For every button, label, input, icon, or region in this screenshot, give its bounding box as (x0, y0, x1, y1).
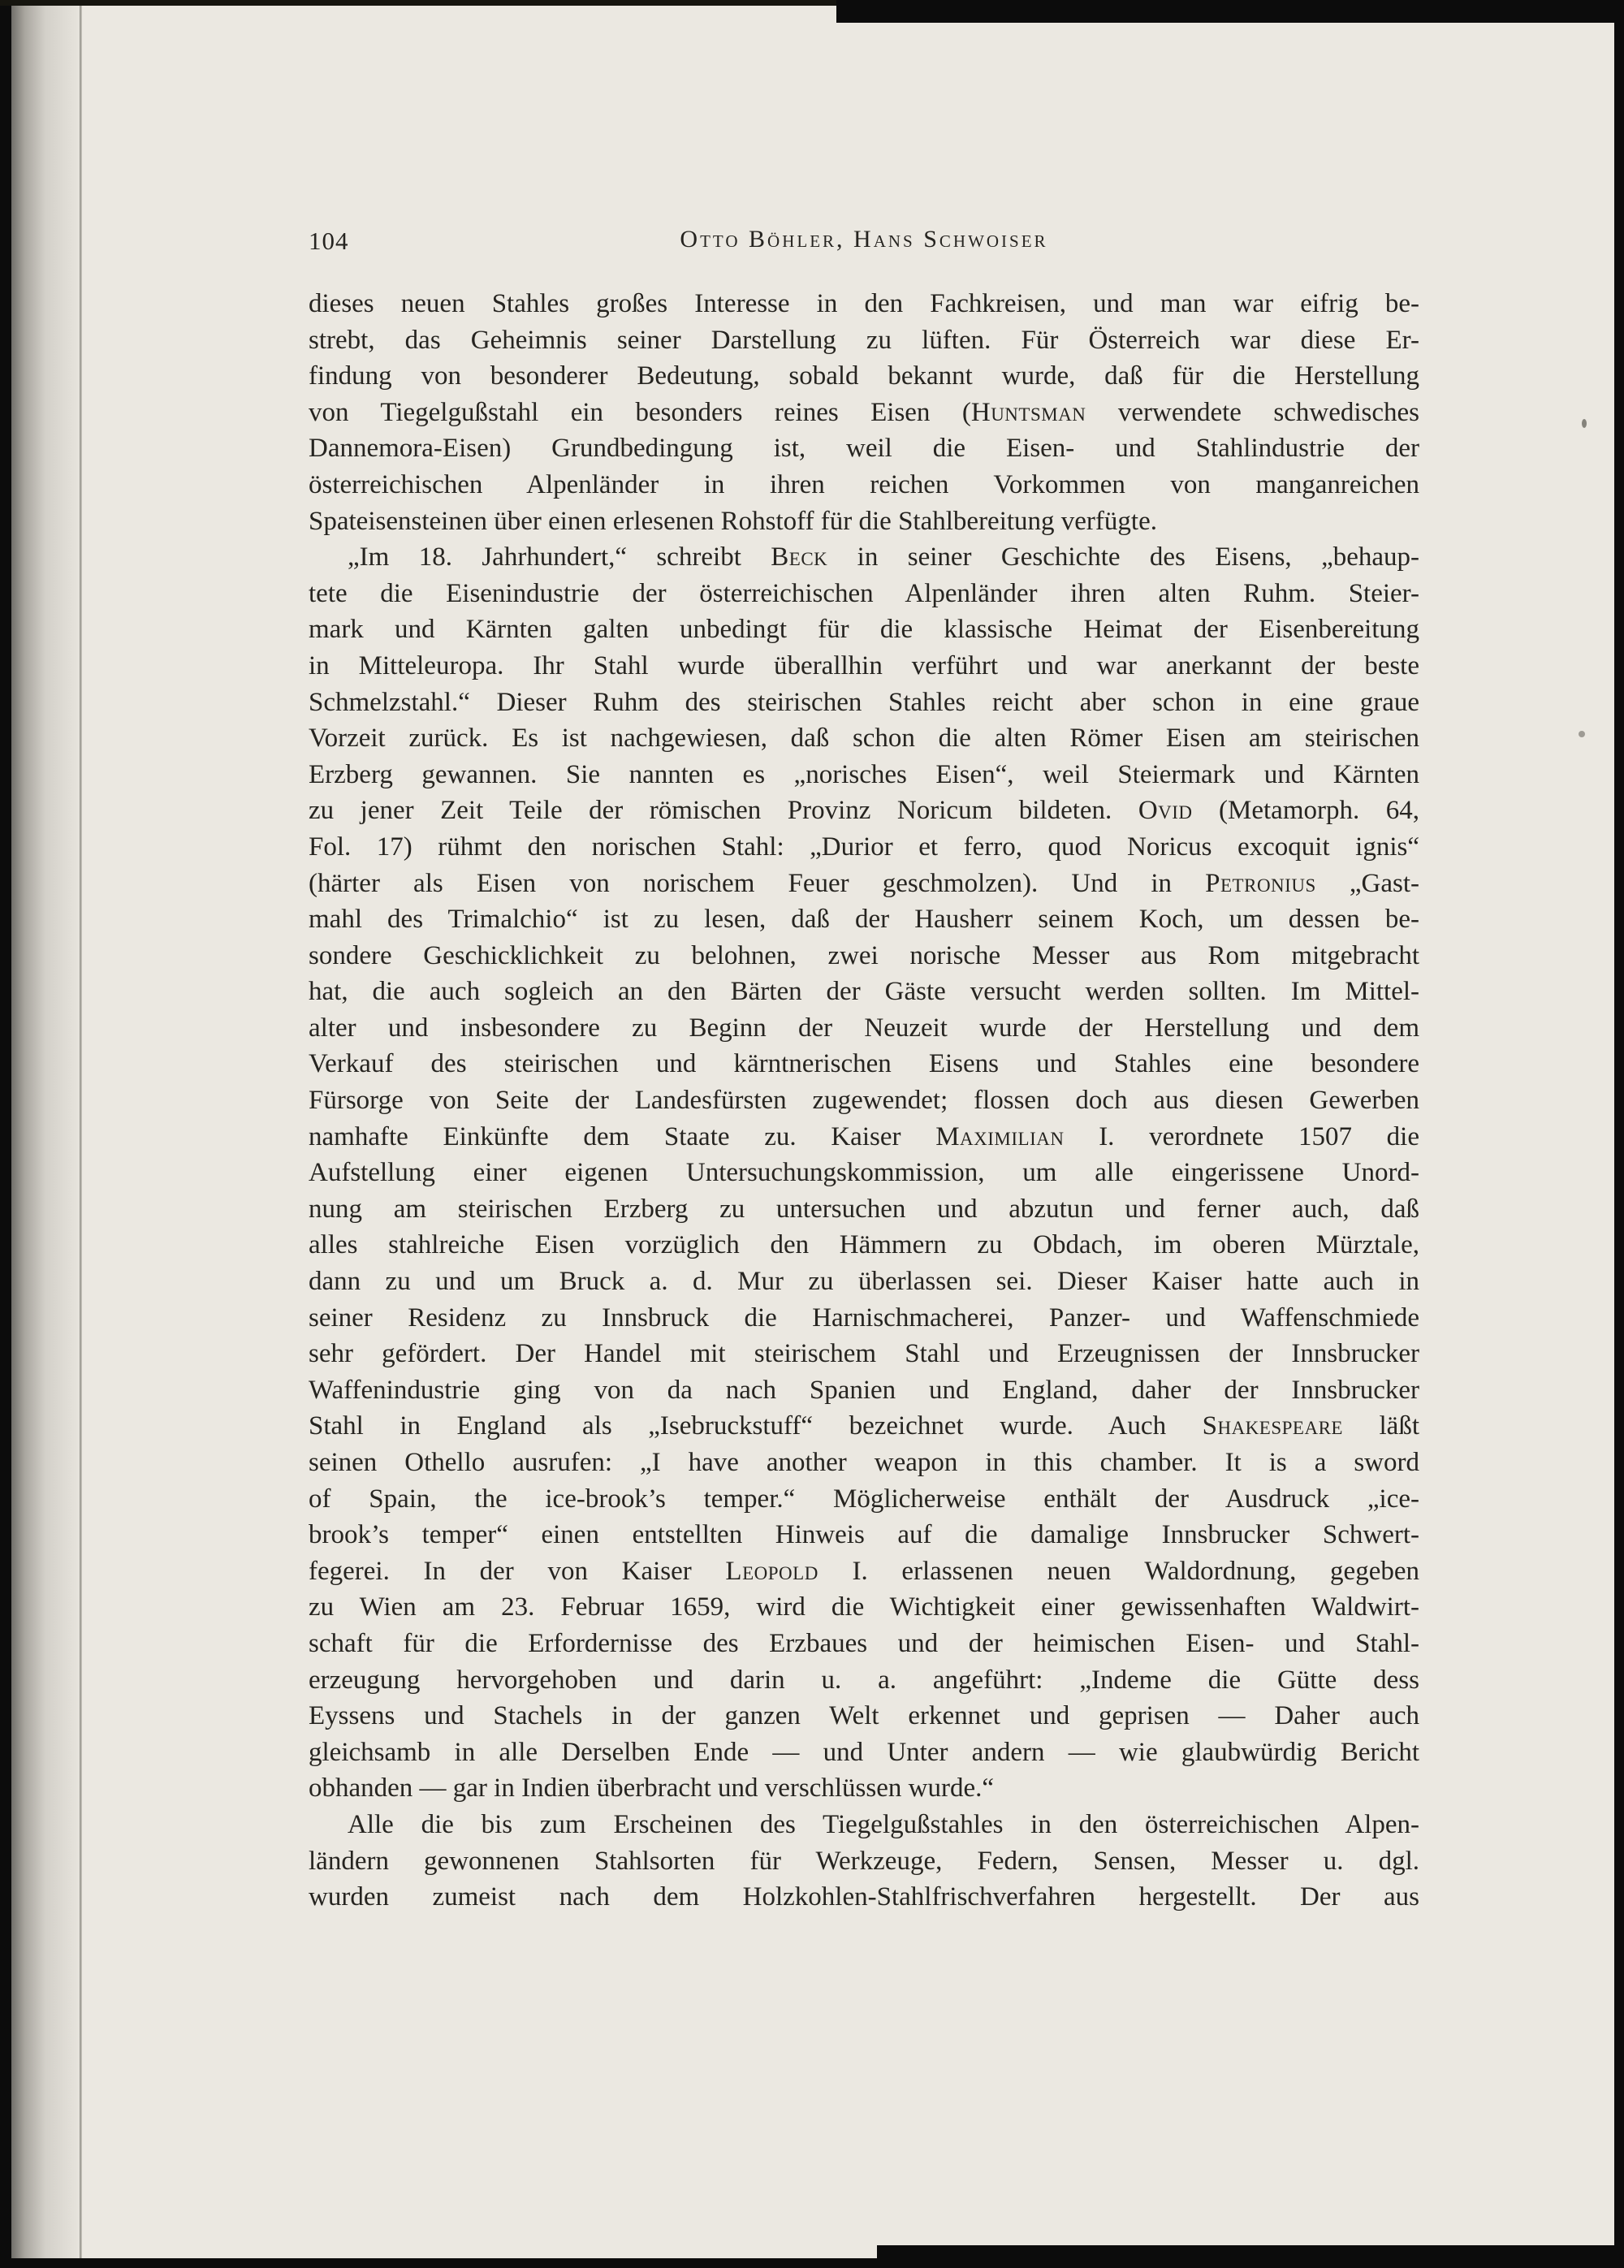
scan-speck (1579, 731, 1585, 737)
text-line: Schmelzstahl.“ Dieser Ruhm des steirischen Stahles reicht aber schon in eine graue (309, 687, 1419, 717)
scan-right-edge (1614, 0, 1624, 2268)
text-line: seinen Othello ausrufen: „I have another weapon in this chamber. It is a sword (309, 1448, 1419, 1477)
text-line: „Im 18. Jahrhundert,“ schreibt Beck in seiner Geschichte des Eisens, „behaup- (348, 542, 1420, 572)
text-line: strebt, das Geheimnis seiner Darstellung zu lüften. Für Österreich war diese Er- (309, 325, 1419, 355)
small-caps-name: Shakespeare (1202, 1411, 1343, 1441)
small-caps-name: Beck (771, 542, 828, 572)
text-line: schaft für die Erfordernisse des Erzbaues und der heimischen Eisen- und Stahl- (309, 1628, 1419, 1658)
text-line: von Tiegelgußstahl ein besonders reines Eisen (Huntsman verwendete schwedisches (309, 397, 1419, 427)
text-line: erzeugung hervorgehoben und darin u. a. angeführt: „Indeme die Gütte dess (309, 1665, 1419, 1695)
small-caps-name: Maximilian (935, 1121, 1065, 1151)
small-caps-name: Ovid (1138, 796, 1193, 826)
text-line: Vorzeit zurück. Es ist nachgewiesen, daß schon die alten Römer Eisen am steirischen (309, 724, 1419, 754)
text-line: sondere Geschicklichkeit zu belohnen, zwei norische Messer aus Rom mitgebracht (309, 940, 1419, 970)
text-line: Fol. 17) rühmt den norischen Stahl: „Durior et ferro, quod Noricus excoquit ignis“ (309, 832, 1419, 862)
text-line: dann zu und um Bruck a. d. Mur zu überlassen sei. Dieser Kaiser hatte auch in (309, 1267, 1419, 1297)
text-line: Fürsorge von Seite der Landesfürsten zugewendet; flossen doch aus diesen Gewerben (309, 1086, 1419, 1116)
text-line: Spateisensteinen über einen erlesenen Rohstoff für die Stahlbereitung verfügte. (309, 506, 1157, 536)
text-line: obhanden — gar in Indien überbracht und verschlüssen wurde.“ (309, 1773, 994, 1804)
text-line: fegerei. In der von Kaiser Leopold I. erlassenen neuen Waldordnung, gegeben (309, 1556, 1419, 1586)
text-line: Dannemora-Eisen) Grundbedingung ist, weil die Eisen- und Stahlindustrie der (309, 434, 1419, 464)
text-line: ländern gewonnenen Stahlsorten für Werkzeuge, Federn, Sensen, Messer u. dgl. (309, 1846, 1419, 1876)
text-line: findung von besonderer Bedeutung, sobald bekannt wurde, daß für die Herstellung (309, 361, 1419, 391)
text-line: (härter als Eisen von norischem Feuer geschmolzen). Und in Petronius „Gast- (309, 868, 1419, 898)
text-line: Eyssens und Stachels in der ganzen Welt erkennet und geprisen — Daher auch (309, 1701, 1419, 1731)
text-line: tete die Eisenindustrie der österreichischen Alpenländer ihren alten Ruhm. Steier- (309, 578, 1419, 608)
text-line: nung am steirischen Erzberg zu untersuchen und abzutun und ferner auch, daß (309, 1194, 1419, 1224)
text-line: dieses neuen Stahles großes Interesse in den Fachkreisen, und man war eifrig be- (309, 289, 1419, 318)
page-header (309, 226, 1419, 261)
text-line: gleichsamb in alle Derselben Ende — und Unter andern — wie glaubwürdig Bericht (309, 1737, 1419, 1767)
small-caps-name: Leopold (725, 1556, 818, 1586)
text-line: sehr gefördert. Der Handel mit steirischem Stahl und Erzeugnissen der Innsbrucker (309, 1339, 1419, 1369)
text-line: Verkauf des steirischen und kärntnerischen Eisens und Stahles eine besondere (309, 1049, 1419, 1079)
text-line: zu jener Zeit Teile der römischen Provinz Noricum bildeten. Ovid (Metamorph. 64, (309, 796, 1419, 826)
running-header: Otto Böhler, Hans Schwoiser (680, 226, 1048, 253)
text-line: Erzberg gewannen. Sie nannten es „norisches Eisen“, weil Steiermark und Kärnten (309, 759, 1419, 789)
text-line: mahl des Trimalchio“ ist zu lesen, daß der Hausherr seinem Koch, um dessen be- (309, 905, 1419, 935)
small-caps-name: Huntsman (970, 397, 1086, 427)
text-line: Alle die bis zum Erscheinen des Tiegelgußstahles in den österreichischen Alpen- (348, 1809, 1419, 1839)
scan-binding-shadow (11, 0, 80, 2268)
text-line: seiner Residenz zu Innsbruck die Harnischmacherei, Panzer- und Waffenschmiede (309, 1302, 1419, 1333)
text-line: hat, die auch sogleich an den Bärten der Gäste versucht werden sollten. Im Mittel- (309, 977, 1419, 1007)
text-line: in Mitteleuropa. Ihr Stahl wurde überallhin verführt und war anerkannt der beste (309, 650, 1419, 680)
page-edge-crease (80, 0, 82, 2268)
text-line: zu Wien am 23. Februar 1659, wird die Wichtigkeit einer gewissenhaften Waldwirt- (309, 1592, 1419, 1622)
text-line: Aufstellung einer eigenen Untersuchungskommission, um alle eingerissene Unord- (309, 1158, 1419, 1188)
scan-bottom-right-bar (877, 2245, 1624, 2268)
text-line: alter und insbesondere zu Beginn der Neuzeit wurde der Herstellung und dem (309, 1013, 1419, 1043)
text-line: Stahl in England als „Isebruckstuff“ bezeichnet wurde. Auch Shakespeare läßt (309, 1411, 1419, 1441)
text-line: brook’s temper“ einen entstellten Hinweis auf die damalige Innsbrucker Schwert- (309, 1520, 1419, 1550)
text-block (309, 286, 1419, 1916)
text-line: Waffenindustrie ging von da nach Spanien und England, daher der Innsbrucker (309, 1375, 1419, 1405)
scan-top-right-bar (836, 0, 1624, 23)
text-line: österreichischen Alpenländer in ihren reichen Vorkommen von manganreichen (309, 469, 1419, 499)
scan-left-edge (0, 0, 11, 2268)
small-caps-name: Petronius (1205, 868, 1316, 898)
page-number: 104 (309, 227, 349, 255)
text-line: mark und Kärnten galten unbedingt für die klassische Heimat der Eisenbereitung (309, 615, 1419, 645)
text-line: wurden zumeist nach dem Holzkohlen-Stahlfrischverfahren hergestellt. Der aus (309, 1882, 1419, 1912)
text-line: namhafte Einkünfte dem Staate zu. Kaiser Maximilian I. verordnete 1507 die (309, 1121, 1419, 1151)
scan-speck (1582, 419, 1587, 428)
text-line: of Spain, the ice-brook’s temper.“ Möglicherweise enthält der Ausdruck „ice- (309, 1484, 1419, 1514)
text-line: alles stahlreiche Eisen vorzüglich den Hämmern zu Obdach, im oberen Mürztale, (309, 1230, 1419, 1260)
